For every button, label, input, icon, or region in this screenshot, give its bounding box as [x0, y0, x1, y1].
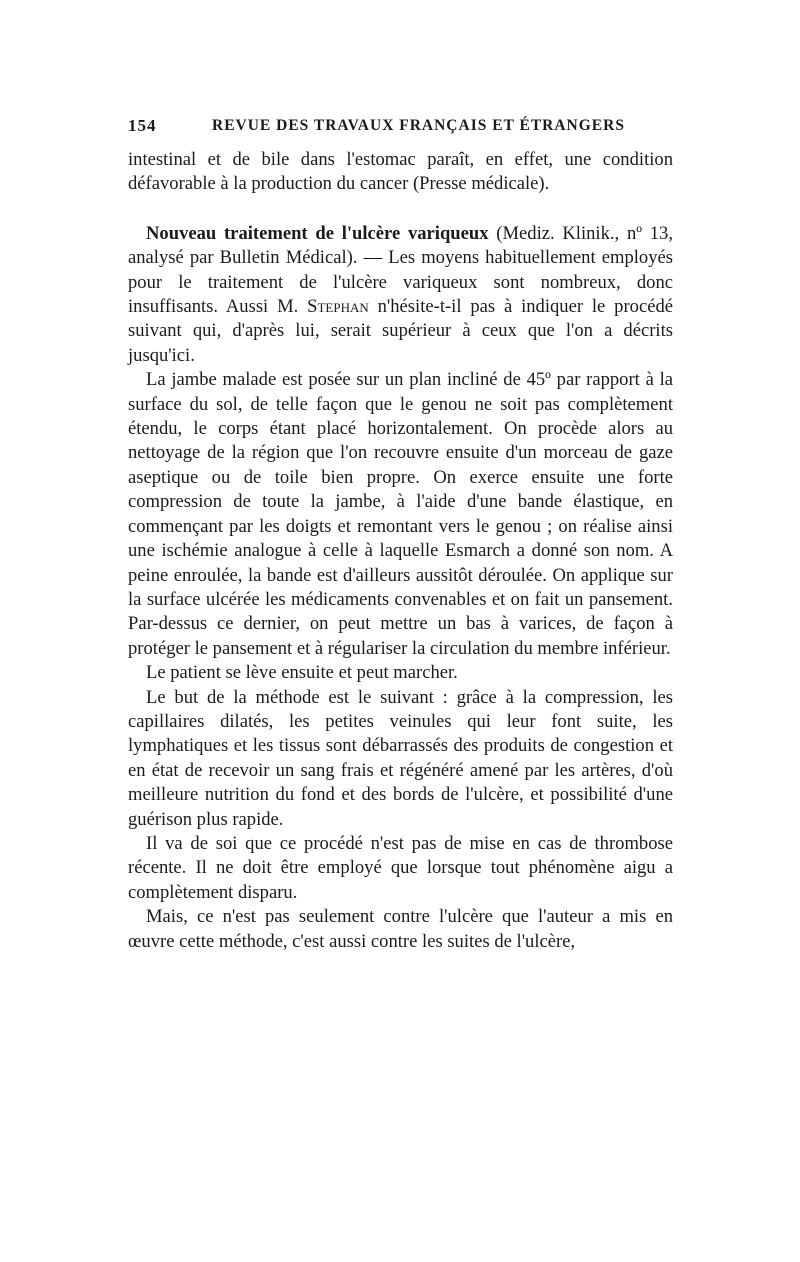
article-title: Nouveau traitement de l'ulcère variqueux: [146, 222, 489, 244]
page-header: [128, 116, 676, 140]
paragraph-continuation: intestinal et de bile dans l'estomac paraît, en effet, une condition défavorable à la production du cancer (Presse médicale).: [128, 149, 673, 195]
paragraph-patient: Le patient se lève ensuite et peut marcher.: [146, 662, 458, 684]
paragraph-goal: Le but de la méthode est le suivant : grâce à la compression, les capillaires dilatés, les petites veinules qui leur font suite, les lymphatiques et les tissus sont débarrassés des produits de congestion et en état de recevoir un sang frais et régénéré amené par les artères, d'où meilleure nutrition du fond et des bords de l'ulcère, et possibilité d'une guérison plus rapide.: [128, 686, 673, 830]
running-title: REVUE DES TRAVAUX FRANÇAIS ET ÉTRANGERS: [212, 117, 625, 134]
paragraph-contraindication: Il va de soi que ce procédé n'est pas de mise en cas de thrombose récente. Il ne doit être employé que lorsque tout phénomène aigu a complètement disparu.: [128, 832, 673, 903]
intro-text-a: — Les moyens habituellement employés pour le traitement de l'ulcère variqueux sont nombreux, donc insuffisants. Aussi M.: [128, 247, 673, 318]
article-source: (Mediz. Klinik., nº 13, analysé par Bulletin Médical).: [128, 222, 673, 269]
intro-text-b: n'hésite-t-il pas à indiquer le procédé suivant qui, d'après lui, serait supérieur à ceux que l'on a décrits jusqu'ici.: [128, 296, 674, 366]
paragraph-continued: Mais, ce n'est pas seulement contre l'ulcère que l'auteur a mis en œuvre cette méthode, c'est aussi contre les suites de l'ulcère,: [128, 906, 673, 952]
page-number: 154: [128, 116, 157, 135]
body-text: [128, 148, 673, 954]
author-name: Stephan: [307, 296, 369, 318]
paragraph-procedure: La jambe malade est posée sur un plan incliné de 45º par rapport à la surface du sol, de telle façon que le genou ne soit pas complètement étendu, le corps étant placé horizontalement. On procède alors au nettoyage de la région que l'on recouvre ensuite d'un morceau de gaze aseptique ou de toile bien propre. On exerce ensuite une forte compression de toute la jambe, à l'aide d'une bande élastique, en commençant par les doigts et remontant vers le genou ; on réalise ainsi une ischémie analogue à celle à laquelle Esmarch a donné son nom. A peine enroulée, la bande est d'ailleurs aussitôt déroulée. On applique sur la surface ulcérée les médicaments convenables et on fait un pansement. Par-dessus ce dernier, on peut mettre un bas à varices, de façon à protéger le pansement et à régulariser la circulation du membre inférieur.: [128, 369, 673, 659]
article-paragraph-intro: [128, 222, 673, 368]
